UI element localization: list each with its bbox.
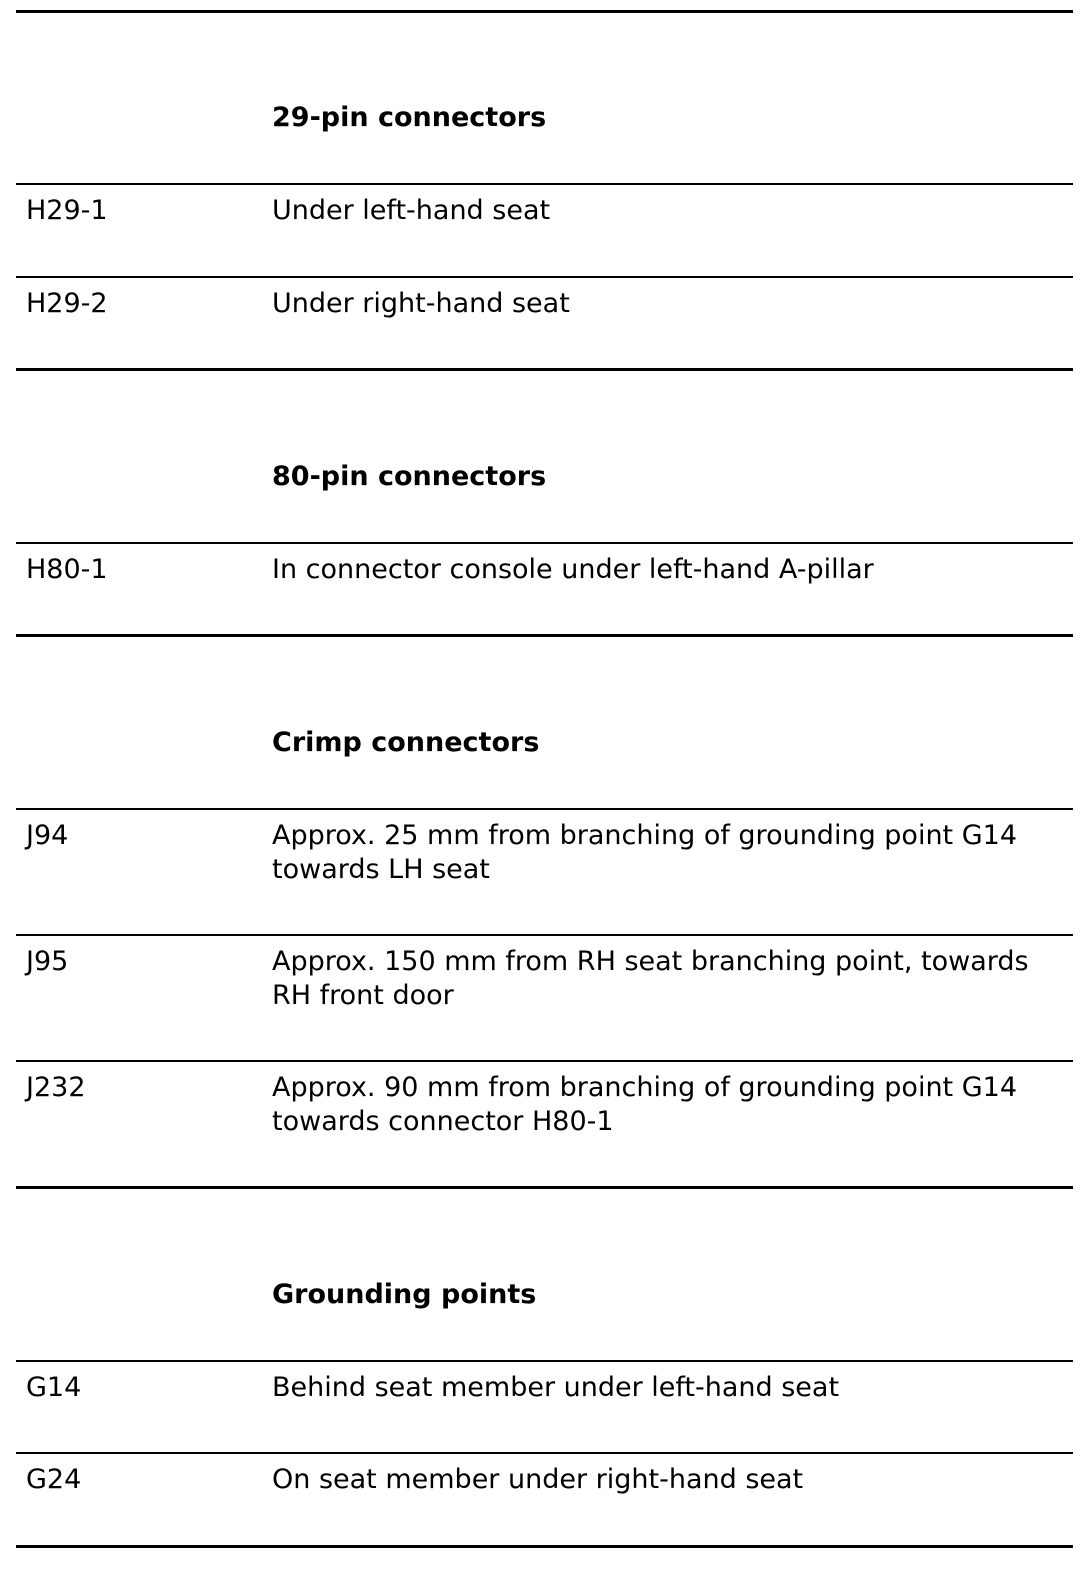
connector-code-h29-2: H29-2 (26, 288, 108, 319)
row-divider (16, 183, 1073, 185)
connector-location-h29-1: Under left-hand seat (272, 195, 551, 226)
description-line: Approx. 25 mm from branching of grounding point G14 (272, 820, 1018, 851)
connector-location-j232 (272, 1071, 1072, 1139)
description-line: towards connector H80-1 (272, 1106, 614, 1137)
grounding-location-g24: On seat member under right-hand seat (272, 1464, 804, 1495)
row-divider (16, 934, 1073, 936)
connector-code-h29-1: H29-1 (26, 195, 108, 226)
row-divider (16, 1452, 1073, 1454)
connector-code-j94: J94 (26, 820, 69, 851)
description-line: towards LH seat (272, 854, 490, 885)
connector-code-h80-1: H80-1 (26, 554, 108, 585)
row-divider (16, 542, 1073, 544)
connector-location-j95 (272, 945, 1072, 1013)
connector-location-j94 (272, 819, 1072, 887)
section-heading-29-pin: 29-pin connectors (272, 102, 547, 133)
description-line: Approx. 150 mm from RH seat branching point, towards (272, 946, 1029, 977)
grounding-code-g14: G14 (26, 1372, 82, 1403)
connector-code-j95: J95 (26, 946, 69, 977)
connector-code-j232: J232 (26, 1072, 86, 1103)
section-heading-crimp: Crimp connectors (272, 727, 540, 758)
section-end-rule (16, 1186, 1073, 1189)
section-end-rule (16, 634, 1073, 637)
connector-location-h29-2: Under right-hand seat (272, 288, 570, 319)
top-rule (16, 10, 1073, 13)
row-divider (16, 1060, 1073, 1062)
section-heading-80-pin: 80-pin connectors (272, 461, 547, 492)
grounding-location-g14: Behind seat member under left-hand seat (272, 1372, 840, 1403)
row-divider (16, 276, 1073, 278)
grounding-code-g24: G24 (26, 1464, 82, 1495)
bottom-rule (16, 1545, 1073, 1548)
section-end-rule (16, 368, 1073, 371)
description-line: RH front door (272, 980, 454, 1011)
row-divider (16, 808, 1073, 810)
row-divider (16, 1360, 1073, 1362)
section-heading-grounding: Grounding points (272, 1279, 537, 1310)
description-line: Approx. 90 mm from branching of grounding point G14 (272, 1072, 1018, 1103)
connector-location-h80-1: In connector console under left-hand A-pillar (272, 554, 874, 585)
